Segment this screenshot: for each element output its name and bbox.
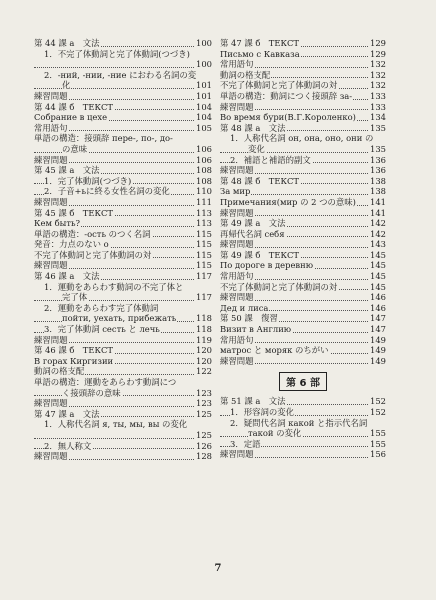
toc-entry-page: 113 xyxy=(196,207,212,218)
toc-entry-title: Дед и лиса xyxy=(220,302,269,313)
toc-entry-title: く接頭辞の意味 xyxy=(62,387,121,398)
toc-entry-page: 105 xyxy=(196,122,212,133)
toc-entry xyxy=(34,112,212,123)
toc-entry xyxy=(34,133,212,144)
toc-entry xyxy=(34,324,212,335)
toc-entry-title: 練習問題 xyxy=(220,449,254,460)
toc-entry xyxy=(220,70,386,81)
toc-entry xyxy=(34,229,212,240)
toc-entry-page: 147 xyxy=(370,313,386,324)
toc-entry-title: 第 47 課 б ТЕКСТ xyxy=(220,38,299,48)
toc-entry-page: 146 xyxy=(370,292,386,303)
toc-entry xyxy=(34,155,212,166)
toc-entry-page: 135 xyxy=(370,122,386,133)
toc-entry xyxy=(34,313,212,324)
toc-entry-page: 136 xyxy=(370,154,386,165)
toc-entry-title: 2．疑問代名詞 какой と指示代名詞 xyxy=(230,417,368,428)
toc-entry xyxy=(220,303,386,314)
toc-entry-title: 練習問題 xyxy=(34,90,68,101)
toc-entry-title: Собрание в цехе xyxy=(34,112,108,123)
toc-entry-title: 第 48 課 б ТЕКСТ xyxy=(220,175,299,186)
toc-entry-page: 135 xyxy=(370,143,386,154)
toc-entry-title: По дороге в деревню xyxy=(220,260,314,271)
toc-entry-title: 練習問題 xyxy=(34,334,68,345)
toc-entry xyxy=(220,102,386,113)
toc-entry-title: такой の変化 xyxy=(248,428,302,439)
toc-entry-title: 2．-ний, -нии, -ние におわる名詞の変 xyxy=(44,69,197,80)
toc-entry-page: 115 xyxy=(196,260,212,271)
toc-entry xyxy=(34,271,212,282)
toc-entry-title xyxy=(62,430,63,440)
toc-entry xyxy=(34,345,212,356)
toc-entry-page: 118 xyxy=(196,324,212,335)
toc-entry xyxy=(34,102,212,113)
part-heading: 第 6 部 xyxy=(279,372,327,391)
toc-entry-page: 149 xyxy=(370,345,386,356)
toc-entry xyxy=(220,218,386,229)
toc-entry-page: 108 xyxy=(196,165,212,176)
toc-left-column xyxy=(34,38,212,462)
toc-entry-page: 141 xyxy=(370,196,386,207)
toc-entry-title: 練習問題 xyxy=(34,260,68,271)
toc-entry-page: 156 xyxy=(370,449,386,460)
toc-entry xyxy=(220,112,386,123)
toc-entry xyxy=(220,282,386,293)
toc-entry xyxy=(220,324,386,335)
toc-entry-title: 第 46 課 б ТЕКСТ xyxy=(34,345,113,356)
toc-entry xyxy=(220,428,386,439)
toc-entry-page: 106 xyxy=(196,143,212,154)
toc-entry-title: 第 49 課 a 文法 xyxy=(220,218,286,229)
part-heading-wrap xyxy=(220,366,386,396)
toc-entry-page: 133 xyxy=(370,90,386,101)
toc-entry-title: 2．補語と補語的副文 xyxy=(230,154,311,165)
toc-entry-title: 再帰代名詞 себя xyxy=(220,228,285,239)
toc-entry-title: 単語の構造：動詞につく接頭辞 за- xyxy=(220,90,353,101)
toc-entry-title: 動詞の格支配 xyxy=(220,69,271,80)
toc-entry-page: 132 xyxy=(370,80,386,91)
toc-entry-page: 118 xyxy=(196,313,212,324)
toc-entry-title: 第 45 課 б ТЕКСТ xyxy=(34,207,113,218)
toc-entry-title: 常用語句 xyxy=(220,59,254,70)
toc-entry-page: 106 xyxy=(196,154,212,165)
toc-entry xyxy=(34,197,212,208)
toc-entry xyxy=(220,418,386,429)
toc-entry xyxy=(220,123,386,134)
toc-entry xyxy=(220,133,386,144)
toc-entry xyxy=(34,80,212,91)
toc-entry xyxy=(220,165,386,176)
toc-entry xyxy=(34,218,212,229)
toc-entry-title: Визит в Англию xyxy=(220,324,292,335)
toc-entry-page: 128 xyxy=(196,451,212,462)
toc-entry-page: 152 xyxy=(370,407,386,417)
toc-entry-leader xyxy=(220,436,386,437)
toc-entry-leader xyxy=(34,395,212,396)
toc-entry-title: 変化 xyxy=(248,143,265,154)
toc-entry-page: 132 xyxy=(370,59,386,70)
toc-entry xyxy=(220,449,386,460)
toc-entry-title: 第 47 課 a 文法 xyxy=(34,408,100,419)
toc-entry-title: 3．定語 xyxy=(230,438,261,449)
page-number: 7 xyxy=(214,563,222,574)
toc-entry-title: 不完了体動詞と完了体動詞の対 xyxy=(34,249,152,260)
toc-entry-page: 147 xyxy=(370,324,386,335)
toc-entry-page: 125 xyxy=(196,408,212,419)
toc-entry-page: 143 xyxy=(370,239,386,250)
toc-entry-page: 115 xyxy=(196,228,212,239)
toc-entry-page: 117 xyxy=(196,271,212,282)
toc-entry-title: 第 48 課 a 文法 xyxy=(220,122,286,133)
toc-entry xyxy=(220,197,386,208)
toc-entry-leader xyxy=(220,152,386,153)
toc-entry xyxy=(34,398,212,409)
toc-entry-title: Примечания(мир の 2 つの意味) xyxy=(220,196,356,207)
toc-entry-title: 練習問題 xyxy=(34,451,68,462)
toc-entry xyxy=(34,356,212,367)
toc-entry-page: 123 xyxy=(196,398,212,409)
toc-entry-title: 常用語句 xyxy=(220,334,254,345)
toc-entry-page: 120 xyxy=(196,345,212,356)
toc-entry-page: 101 xyxy=(196,80,212,91)
toc-entry-title xyxy=(62,59,63,69)
toc-entry-leader xyxy=(34,438,212,439)
toc-entry-page: 100 xyxy=(196,38,212,48)
toc-entry-title: 第 49 課 б ТЕКСТ xyxy=(220,249,299,260)
toc-entry xyxy=(220,144,386,155)
toc-entry xyxy=(220,80,386,91)
toc-entry xyxy=(220,91,386,102)
toc-entry-page: 129 xyxy=(370,38,386,48)
toc-entry-page: 113 xyxy=(196,218,212,229)
toc-entry xyxy=(34,282,212,293)
toc-entry-title: 不完了体動詞と完了体動詞の対 xyxy=(220,281,338,292)
toc-entry xyxy=(220,49,386,60)
toc-entry xyxy=(34,388,212,399)
toc-entry-page: 145 xyxy=(370,271,386,282)
toc-entry-page: 142 xyxy=(370,218,386,229)
toc-entry-title: 第 45 課 a 文法 xyxy=(34,165,100,176)
toc-entry-title: 1．人称代名詞 я, ты, мы, вы の変化 xyxy=(44,419,188,430)
toc-entry-page: 125 xyxy=(196,429,212,440)
toc-entry-page: 134 xyxy=(370,112,386,123)
toc-entry xyxy=(34,239,212,250)
toc-entry-title: 単語の構造：運動をあらわす動詞につ xyxy=(34,377,177,387)
toc-entry-page: 149 xyxy=(370,355,386,366)
toc-entry-title: 1．完了体動詞(つづき) xyxy=(44,175,132,186)
toc-entry-page: 129 xyxy=(370,48,386,59)
toc-entry xyxy=(34,430,212,441)
toc-entry-leader xyxy=(34,152,212,153)
toc-entry xyxy=(220,345,386,356)
toc-entry-page: 133 xyxy=(370,101,386,112)
toc-entry-title: 第 50 課 復習 xyxy=(220,313,278,324)
toc-entry-title: 2．運動をあらわす完了体動詞 xyxy=(44,302,159,313)
toc-entry xyxy=(220,208,386,219)
toc-entry-title: 常用語句 xyxy=(34,122,68,133)
toc-entry-page: 142 xyxy=(370,228,386,239)
toc-entry-title: Письмо с Кавказа xyxy=(220,48,300,59)
toc-entry-title: 練習問題 xyxy=(220,165,254,176)
toc-entry-page: 145 xyxy=(370,249,386,260)
toc-entry-title: В горах Киргизии xyxy=(34,355,114,366)
toc-entry-title: 1．人称代名詞 он, она, оно, они の xyxy=(230,133,374,144)
toc-entry-title: 練習問題 xyxy=(34,196,68,207)
toc-entry-title: 練習問題 xyxy=(220,207,254,218)
toc-entry-title: 2．子音+ьに終る女性名詞の変化 xyxy=(44,186,170,197)
toc-entry xyxy=(220,229,386,240)
toc-entry-page: 108 xyxy=(196,175,212,186)
toc-entry-page: 141 xyxy=(370,207,386,218)
toc-entry-title: 第 44 課 б ТЕКСТ xyxy=(34,101,113,112)
toc-entry xyxy=(220,250,386,261)
toc-entry-page: 152 xyxy=(370,396,386,407)
toc-entry-page: 146 xyxy=(370,302,386,313)
toc-entry-title: 完了体 xyxy=(62,292,88,303)
toc-entry xyxy=(34,59,212,70)
toc-entry-page: 111 xyxy=(196,196,212,207)
toc-entry xyxy=(220,38,386,49)
toc-entry xyxy=(34,144,212,155)
toc-entry xyxy=(34,419,212,430)
toc-entry-title: の意味 xyxy=(62,143,88,154)
toc-entry-page: 132 xyxy=(370,69,386,80)
toc-entry-title: пойти, уехать, прибежать xyxy=(62,313,177,324)
toc-entry-title: 単語の構造：-ость のつく名詞 xyxy=(34,228,151,239)
toc-entry xyxy=(34,70,212,81)
toc-entry xyxy=(34,38,212,49)
toc-entry xyxy=(220,186,386,197)
toc-entry-page: 126 xyxy=(196,440,212,451)
toc-entry xyxy=(220,59,386,70)
toc-entry-leader xyxy=(34,300,212,301)
toc-entry-title: 練習問題 xyxy=(34,398,68,409)
toc-entry-page: 136 xyxy=(370,165,386,176)
toc-entry-title: Во время бури(В.Г.Короленко) xyxy=(220,112,356,123)
toc-entry-title: 練習問題 xyxy=(220,292,254,303)
toc-entry xyxy=(220,335,386,346)
toc-entry-title: 常用語句 xyxy=(220,271,254,282)
toc-entry xyxy=(34,91,212,102)
toc-entry xyxy=(34,303,212,314)
toc-entry-title: Кем быть? xyxy=(34,218,81,229)
toc-right-column xyxy=(220,38,386,460)
toc-entry-page: 138 xyxy=(370,186,386,197)
toc-entry xyxy=(220,439,386,450)
toc-entry-title: матрос と моряк のちがい xyxy=(220,345,329,356)
toc-entry xyxy=(34,441,212,452)
toc-entry xyxy=(34,409,212,420)
toc-entry xyxy=(220,356,386,367)
toc-entry-page: 145 xyxy=(370,260,386,271)
toc-entry xyxy=(220,155,386,166)
toc-entry xyxy=(34,208,212,219)
toc-entry xyxy=(34,176,212,187)
toc-entry-page: 104 xyxy=(196,101,212,112)
toc-entry xyxy=(34,186,212,197)
toc-entry xyxy=(220,313,386,324)
toc-entry xyxy=(220,396,386,407)
toc-entry xyxy=(34,366,212,377)
toc-entry-title: 1．形容詞の変化 xyxy=(230,407,294,417)
toc-entry-title: 不完了体動詞と完了体動詞の対 xyxy=(220,80,338,91)
toc-entry-title: 第 46 課 a 文法 xyxy=(34,271,100,282)
toc-entry xyxy=(220,176,386,187)
toc-entry-title: 単語の構造：接頭辞 пере-, по-, до- xyxy=(34,133,173,144)
toc-entry-page: 115 xyxy=(196,249,212,260)
toc-entry xyxy=(34,49,212,60)
toc-entry-page: 123 xyxy=(196,387,212,398)
toc-entry-page: 122 xyxy=(196,366,212,377)
toc-entry xyxy=(220,292,386,303)
toc-entry-page: 101 xyxy=(196,90,212,101)
toc-entry-page: 104 xyxy=(196,112,212,123)
toc-entry-title: 発音：力点のない о xyxy=(34,239,109,250)
toc-entry-page: 117 xyxy=(196,292,212,303)
toc-entry xyxy=(220,407,386,418)
toc-entry-title: 2．無人称文 xyxy=(44,440,92,451)
toc-entry-title: 練習問題 xyxy=(34,154,68,165)
toc-entry-page: 145 xyxy=(370,281,386,292)
toc-entry-title: 1．不完了体動詞と完了体動詞(つづき) xyxy=(44,48,190,59)
toc-entry xyxy=(34,165,212,176)
toc-entry-page: 149 xyxy=(370,334,386,345)
toc-entry xyxy=(34,292,212,303)
toc-entry xyxy=(34,260,212,271)
toc-entry-title: 第 51 課 a 文法 xyxy=(220,396,286,407)
toc-entry-title: 練習問題 xyxy=(220,355,254,366)
toc-entry-page: 115 xyxy=(196,239,212,250)
toc-entry-title: 動詞の格支配 xyxy=(34,366,85,377)
toc-entry xyxy=(34,335,212,346)
toc-entry-title: За мир xyxy=(220,186,251,197)
toc-entry-page: 120 xyxy=(196,355,212,366)
toc-entry xyxy=(34,123,212,134)
toc-entry-title: 化 xyxy=(62,80,71,91)
toc-entry xyxy=(34,377,212,388)
toc-entry xyxy=(220,271,386,282)
toc-entry-title: 3．完了体動詞 сесть と лечь xyxy=(44,324,160,335)
toc-entry-title: 第 44 課 a 文法 xyxy=(34,38,100,48)
toc-entry-page: 110 xyxy=(196,186,212,197)
toc-entry-leader xyxy=(34,67,212,68)
toc-entry-page: 100 xyxy=(196,59,212,70)
toc-entry-page: 155 xyxy=(370,438,386,449)
toc-entry-title: 練習問題 xyxy=(220,101,254,112)
toc-entry xyxy=(34,451,212,462)
toc-entry-page: 155 xyxy=(370,428,386,439)
toc-entry-leader xyxy=(34,88,212,89)
toc-entry-page: 119 xyxy=(196,334,212,345)
toc-entry-page: 138 xyxy=(370,175,386,186)
toc-entry xyxy=(220,260,386,271)
toc-entry xyxy=(34,250,212,261)
toc-entry xyxy=(220,239,386,250)
toc-entry-title: 練習問題 xyxy=(220,239,254,250)
toc-entry-title: 1．運動をあらわす動詞の不完了体と xyxy=(44,281,184,292)
